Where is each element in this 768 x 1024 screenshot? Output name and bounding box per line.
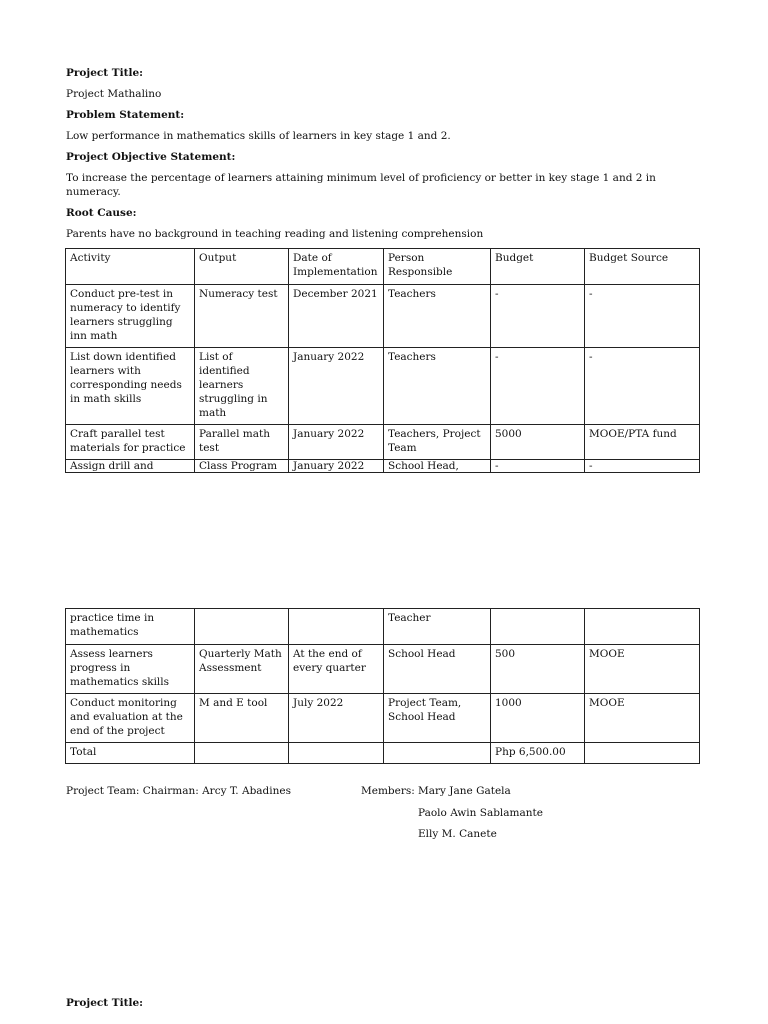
project-team-member: Mary Jane Gatela <box>418 785 511 797</box>
cell-person <box>384 743 491 764</box>
cell-budget: 1000 <box>491 694 585 743</box>
table-row <box>66 609 700 645</box>
cell-output: Numeracy test <box>195 285 289 348</box>
cell-budget-source: MOOE/PTA fund <box>585 425 700 460</box>
objective-statement-label: Project Objective Statement: <box>66 151 236 163</box>
table-row <box>66 460 700 473</box>
header-date: Date of Implementation <box>289 249 384 285</box>
cell-budget: 500 <box>491 645 585 694</box>
table-row <box>66 425 700 460</box>
cell-budget-source: - <box>585 285 700 348</box>
root-cause-label: Root Cause: <box>66 207 137 219</box>
cell-person: Teachers <box>384 348 491 425</box>
cell-budget-source <box>585 743 700 764</box>
header-output: Output <box>195 249 289 285</box>
cell-activity: practice time in mathematics <box>66 609 195 645</box>
cell-budget: - <box>491 348 585 425</box>
header-activity: Activity <box>66 249 195 285</box>
cell-budget-source <box>585 609 700 645</box>
header-budget-source: Budget Source <box>585 249 700 285</box>
table-row <box>66 348 700 425</box>
cell-budget-source: MOOE <box>585 645 700 694</box>
cell-activity: Assign drill and <box>66 460 195 473</box>
cell-output <box>195 743 289 764</box>
cell-person: Project Team, School Head <box>384 694 491 743</box>
header-budget: Budget <box>491 249 585 285</box>
table-row <box>66 694 700 743</box>
cell-date: December 2021 <box>289 285 384 348</box>
project-team-member: Elly M. Canete <box>418 828 497 840</box>
project-title-label: Project Title: <box>66 67 144 79</box>
table-row <box>66 645 700 694</box>
project-team-members-label: Members: <box>361 785 415 797</box>
cell-activity: Conduct pre-test in numeracy to identify learners struggling inn math <box>66 285 195 348</box>
cell-total-label: Total <box>66 743 195 764</box>
cell-output: M and E tool <box>195 694 289 743</box>
cell-budget-source: - <box>585 348 700 425</box>
cell-output: Class Program <box>195 460 289 473</box>
cell-budget-source: - <box>585 460 700 473</box>
problem-statement-text: Low performance in mathematics skills of learners in key stage 1 and 2. <box>66 130 451 142</box>
project-team-member: Paolo Awin Sablamante <box>418 807 543 819</box>
cell-budget-source: MOOE <box>585 694 700 743</box>
project-team-chairman: Project Team: Chairman: Arcy T. Abadines <box>66 785 291 797</box>
cell-date: January 2022 <box>289 425 384 460</box>
cell-date <box>289 743 384 764</box>
cell-date: July 2022 <box>289 694 384 743</box>
cell-date: At the end of every quarter <box>289 645 384 694</box>
problem-statement-label: Problem Statement: <box>66 109 185 121</box>
cell-activity: Conduct monitoring and evaluation at the end of the project <box>66 694 195 743</box>
table-row <box>66 285 700 348</box>
cell-output: Parallel math test <box>195 425 289 460</box>
cell-budget: - <box>491 460 585 473</box>
cell-activity: List down identified learners with corresponding needs in math skills <box>66 348 195 425</box>
cell-activity: Craft parallel test materials for practice <box>66 425 195 460</box>
cell-budget <box>491 609 585 645</box>
cell-total-budget: Php 6,500.00 <box>491 743 585 764</box>
header-person: Person Responsible <box>384 249 491 285</box>
cell-budget: - <box>491 285 585 348</box>
cell-person: Teacher <box>384 609 491 645</box>
table-header-row <box>66 249 700 285</box>
cell-activity: Assess learners progress in mathematics skills <box>66 645 195 694</box>
project-title-value: Project Mathalino <box>66 88 162 100</box>
cell-output: Quarterly Math Assessment <box>195 645 289 694</box>
cell-output <box>195 609 289 645</box>
cell-budget: 5000 <box>491 425 585 460</box>
next-project-title-label: Project Title: <box>66 997 144 1009</box>
table-total-row <box>66 743 700 764</box>
cell-date: January 2022 <box>289 348 384 425</box>
cell-person: School Head, <box>384 460 491 473</box>
cell-person: Teachers, Project Team <box>384 425 491 460</box>
cell-person: School Head <box>384 645 491 694</box>
root-cause-text: Parents have no background in teaching reading and listening comprehension <box>66 228 484 240</box>
cell-person: Teachers <box>384 285 491 348</box>
objective-statement-text: To increase the percentage of learners attaining minimum level of proficiency or better in key stage 1 and 2 in numeracy. <box>66 172 656 198</box>
action-plan-table-page-1 <box>65 248 700 473</box>
action-plan-table-page-2 <box>65 608 700 764</box>
cell-date: January 2022 <box>289 460 384 473</box>
cell-output: List of identified learners struggling in math <box>195 348 289 425</box>
cell-date <box>289 609 384 645</box>
